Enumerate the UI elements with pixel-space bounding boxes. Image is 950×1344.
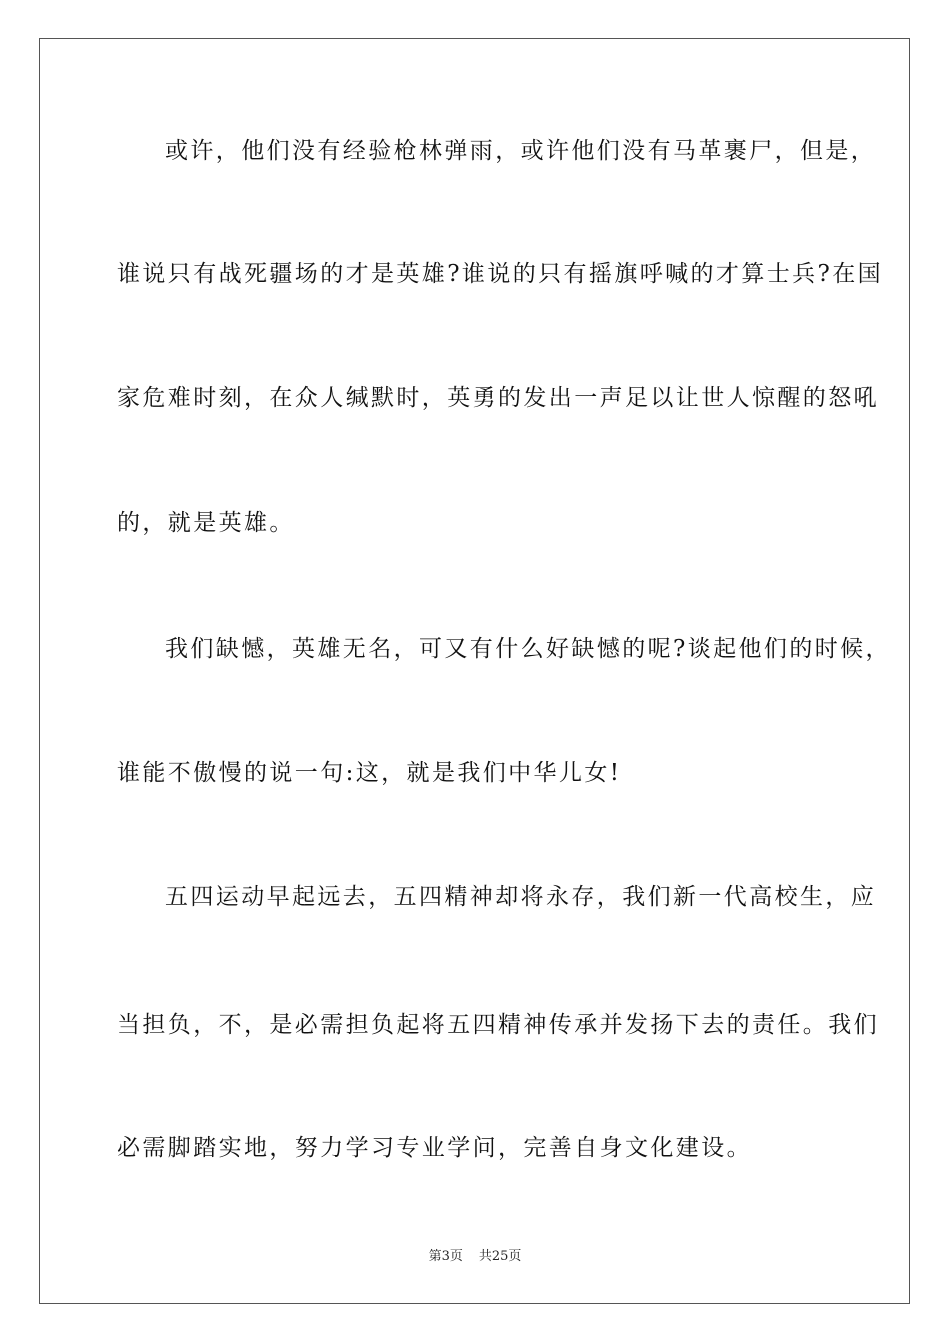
page-footer [0,1245,950,1264]
page-frame [39,38,910,1304]
paragraph-line: 或许，他们没有经验枪林弹雨，或许他们没有马革裹尸，但是， [165,138,877,164]
paragraph-line: 谁能不傲慢的说一句:这，就是我们中华儿女! [117,760,622,786]
page-total: 共25页 [478,1249,522,1264]
paragraph-line: 我们缺憾，英雄无名，可又有什么好缺憾的呢?谈起他们的时候， [165,636,891,662]
page-number: 第3页 [428,1249,463,1264]
paragraph-line: 谁说只有战死疆场的才是英雄?谁说的只有摇旗呼喊的才算士兵?在国 [117,261,884,287]
paragraph-line: 五四运动早起远去，五四精神却将永存，我们新一代高校生，应 [165,884,877,910]
paragraph-line: 必需脚踏实地，努力学习专业学问，完善自身文化建设。 [117,1135,752,1161]
paragraph-line: 家危难时刻，在众人缄默时，英勇的发出一声足以让世人惊醒的怒吼 [117,385,879,411]
paragraph-line: 当担负，不，是必需担负起将五四精神传承并发扬下去的责任。我们 [117,1012,879,1038]
paragraph-line: 的，就是英雄。 [117,510,295,536]
